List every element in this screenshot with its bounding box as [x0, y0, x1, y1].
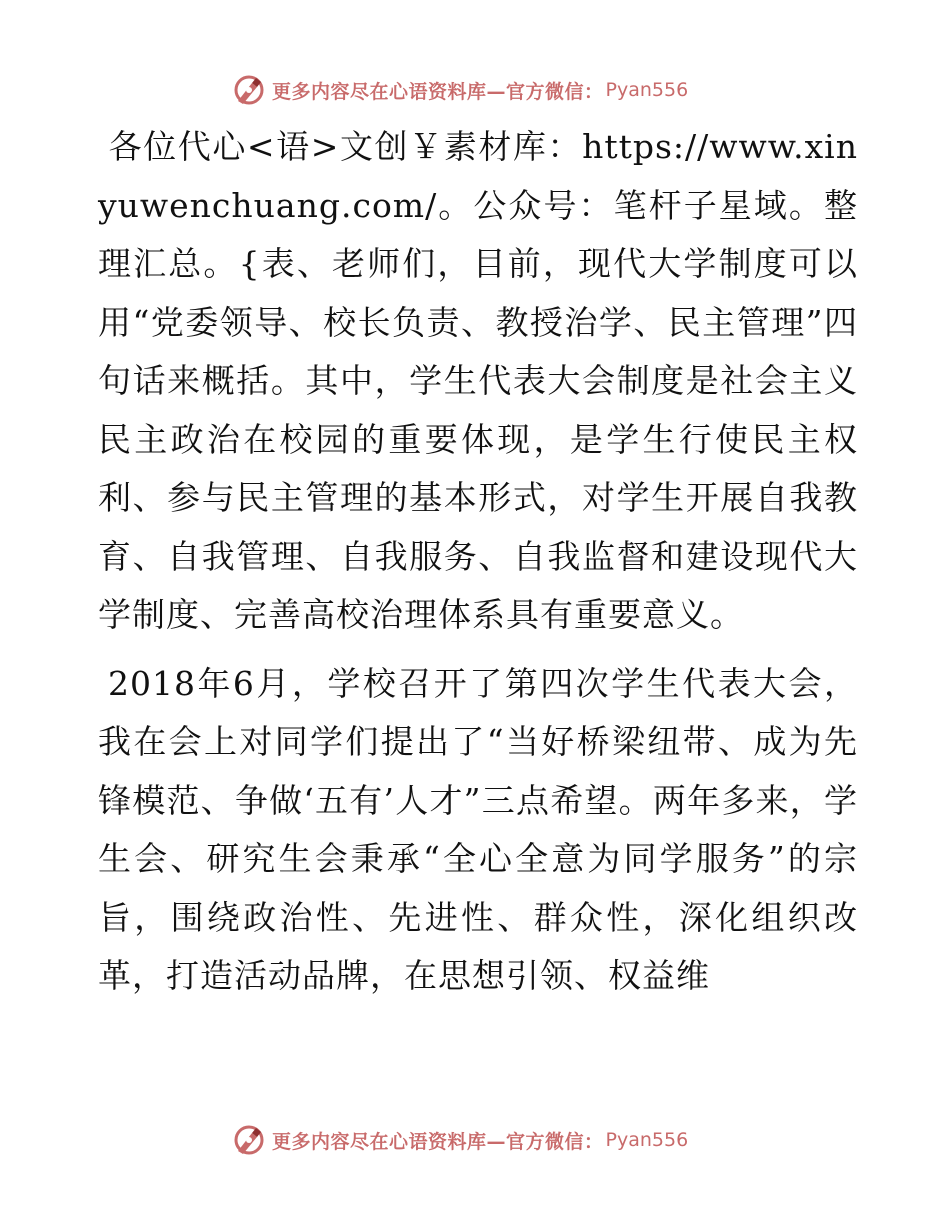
- paragraph-2-text: 2018年6月，学校召开了第四次学生代表大会，我在会上对同学们提出了“当好桥梁纽带、成为先锋模范、争做‘五有’人才”三点希望。两年多来，学生会、研究生会秉承“全心全意为同学服务”的宗旨，围绕政治性、先进性、群众性，深化组织改革，打造活动品牌，在思想引领、权益维: [98, 663, 858, 995]
- header-watermark-banner: [232, 70, 752, 110]
- pen-logo-icon: [232, 1123, 266, 1157]
- paragraph-1: [98, 118, 858, 645]
- header-banner-text: 更多内容尽在心语资料库—官方微信：: [272, 80, 604, 103]
- pen-logo-icon: [232, 73, 266, 107]
- paragraph-2: [98, 655, 858, 1006]
- document-body: [98, 118, 858, 1006]
- footer-wechat-id: Pyan556: [605, 1129, 689, 1151]
- header-wechat-id: Pyan556: [605, 79, 689, 101]
- footer-watermark-banner: [232, 1120, 752, 1160]
- footer-banner-text: 更多内容尽在心语资料库—官方微信：: [272, 1130, 604, 1153]
- paragraph-1-text: 各位代心<语>文创￥素材库：https://www.xinyuwenchuang.com/。公众号：笔杆子星域。整理汇总。{表、老师们，目前，现代大学制度可以用“党委领导、校长负责、教授治学、民主管理”四句话来概括。其中，学生代表大会制度是社会主义民主政治在校园的重要体现，是学生行使民主权利、参与民主管理的基本形式，对学生开展自我教育、自我管理、自我服务、自我监督和建设现代大学制度、完善高校治理体系具有重要意义。: [98, 127, 858, 634]
